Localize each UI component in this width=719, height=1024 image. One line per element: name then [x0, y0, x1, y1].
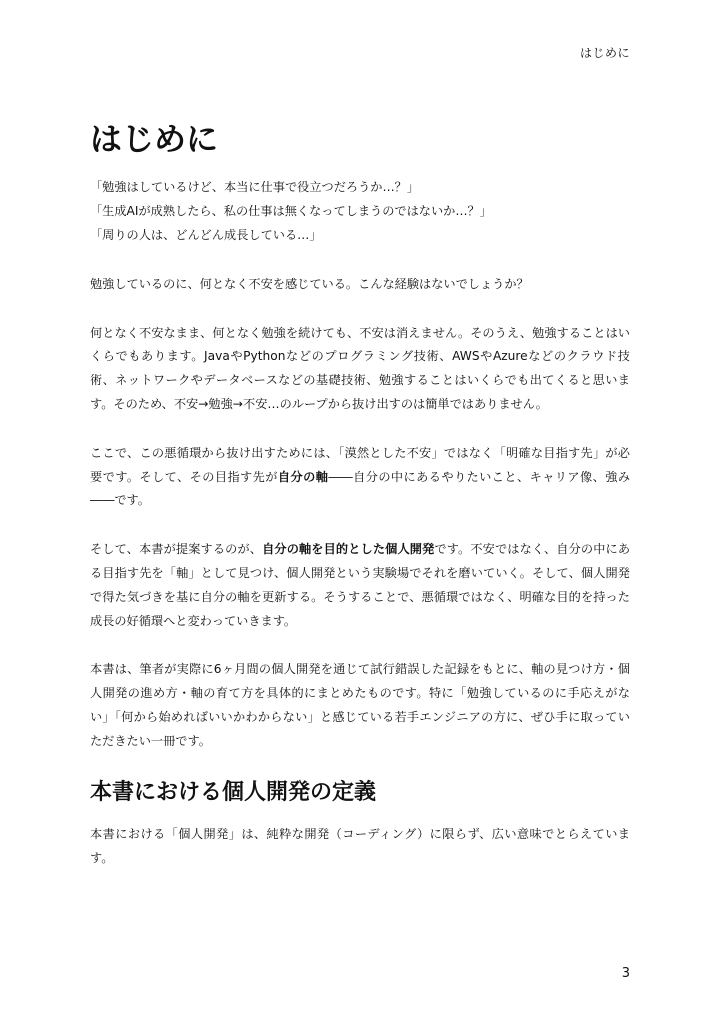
chapter-title: はじめに — [90, 120, 219, 158]
opening-quotes — [90, 176, 630, 247]
paragraph-3 — [90, 442, 630, 513]
page-number: 3 — [621, 966, 630, 981]
paragraph-4-text-b: です。不安ではなく、自分の中にある目指す先を「軸」として見つけ、個人開発という実験場でそれを磨いていく。そして、個人開発で得た気づきを基に自分の軸を更新する。そうすることで、悪循環ではなく、明確な目的を持った成長の好循環へと変わっていきます。 — [90, 542, 631, 628]
paragraph-4-text-a: そして、本書が提案するのが、 — [90, 542, 263, 557]
emphasis-personal-dev: 自分の軸を目的とした個人開発 — [262, 542, 435, 557]
section-title: 本書における個人開発の定義 — [90, 779, 377, 805]
running-header: はじめに — [579, 46, 630, 60]
paragraph-4 — [90, 538, 630, 633]
paragraph-3-text-b: ――自分の中にあるやりたいこと、キャリア像、強み――です。 — [90, 469, 631, 508]
quote-line: 「生成AIが成熟したら、私の仕事は無くなってしまうのではないか…？」 — [90, 204, 492, 219]
page-body — [90, 120, 630, 896]
paragraph-3-text-a: ここで、この悪循環から抜け出すためには、「漠然とした不安」ではなく「明確な目指す先」が必要です。そして、その目指す先が — [90, 445, 630, 484]
quote-line: 「周りの人は、どんどん成長している…」 — [90, 227, 322, 242]
paragraph-5: 本書は、筆者が実際に6ヶ月間の個人開発を通じて試行錯誤した記録をもとに、軸の見つけ方・個人開発の進め方・軸の育て方を具体的にまとめたものです。特に「勉強しているのに手応えがない」「何から始めればいいかわからない」と感じている若手エンジニアの方に、ぜひ手に取っていただきたい一冊です。 — [90, 662, 630, 748]
quote-line: 「勉強はしているけど、本当に仕事で役立つだろうか…？」 — [90, 180, 420, 195]
paragraph-2: 何となく不安なまま、何となく勉強を続けても、不安は消えません。そのうえ、勉強することはいくらでもあります。JavaやPythonなどのプログラミング技術、AWSやAzureなどのクラウド技術、ネットワークやデータベースなどの基礎技術、勉強することはいくらでも出てくると思います。そのため、不安→勉強→不安…のループから抜け出すのは簡単ではありません。 — [90, 325, 630, 411]
paragraph-1: 勉強しているのに、何となく不安を感じている。こんな経験はないでしょうか？ — [90, 276, 529, 291]
emphasis-own-axis: 自分の軸 — [277, 469, 329, 484]
section-paragraph-1: 本書における「個人開発」は、純粋な開発（コーディング）に限らず、広い意味でとらえています。 — [90, 827, 630, 865]
